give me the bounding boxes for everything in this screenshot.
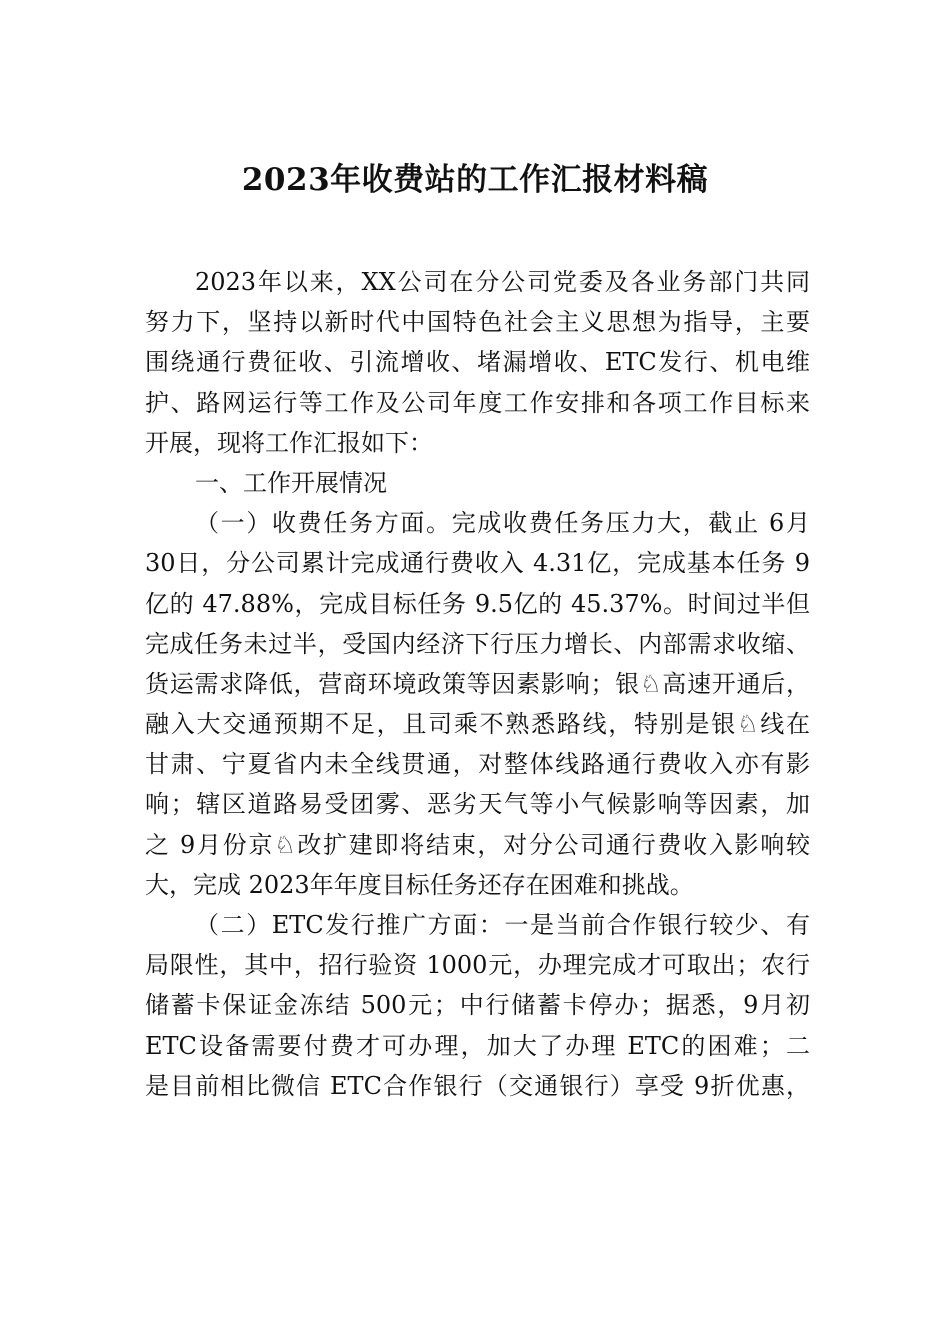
text-line: 30日，分公司累计完成通行费收入 4.31亿，完成基本任务 9 <box>145 549 810 578</box>
text-line: 开展，现将工作汇报如下： <box>145 428 433 457</box>
text-line: 围绕通行费征收、引流增收、堵漏增收、ETC发行、机电维 <box>145 348 810 377</box>
text-line: 融入大交通预期不足，且司乘不熟悉路线，特别是银♘线在 <box>145 710 810 739</box>
text-line: 甘肃、宁夏省内未全线贯通，对整体线路通行费收入亦有影 <box>145 750 810 779</box>
text-line: 局限性，其中，招行验资 1000元，办理完成才可取出；农行 <box>145 951 810 980</box>
text-line: （二）ETC发行推广方面：一是当前合作银行较少、有 <box>195 911 810 939</box>
text-line: 是目前相比微信 ETC合作银行（交通银行）享受 9折优惠， <box>145 1071 810 1100</box>
text-line: 之 9月份京♘改扩建即将结束，对分公司通行费收入影响较 <box>145 830 810 859</box>
text-line: 大，完成 2023年年度目标任务还存在困难和挑战。 <box>145 870 694 899</box>
document-title: 2023年收费站的工作汇报材料稿 <box>241 162 709 198</box>
text-line: 亿的 47.88%，完成目标任务 9.5亿的 45.37%。时间过半但 <box>145 589 810 618</box>
text-line: （一）收费任务方面。完成收费任务压力大，截止 6月 <box>195 509 810 538</box>
text-line: 完成任务未过半，受国内经济下行压力增长、内部需求收缩、 <box>145 629 810 658</box>
text-line: 2023年以来，XX公司在分公司党委及各业务部门共同 <box>195 268 810 296</box>
text-line: 护、路网运行等工作及公司年度工作安排和各项工作目标来 <box>145 388 810 417</box>
text-line: 一、工作开展情况 <box>195 468 387 497</box>
text-line: 储蓄卡保证金冻结 500元；中行储蓄卡停办；据悉，9月初 <box>145 991 810 1020</box>
text-line: 努力下，坚持以新时代中国特色社会主义思想为指导，主要 <box>145 308 810 337</box>
text-line: 响；辖区道路易受团雾、恶劣天气等小气候影响等因素，加 <box>145 790 810 819</box>
text-line: 货运需求降低，营商环境政策等因素影响；银♘高速开通后， <box>145 669 810 698</box>
document-body <box>145 262 810 1106</box>
text-line: ETC设备需要付费才可办理，加大了办理 ETC的困难；二 <box>145 1031 810 1060</box>
